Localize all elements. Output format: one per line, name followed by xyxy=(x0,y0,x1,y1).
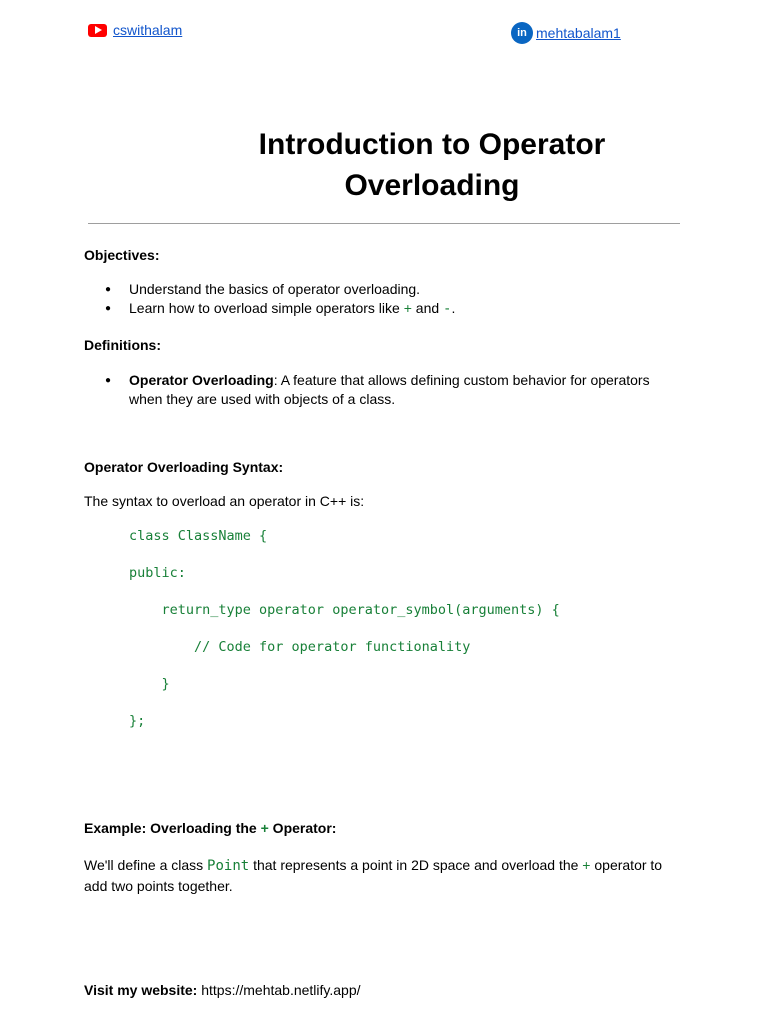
code-line: class ClassName { xyxy=(129,528,268,544)
footer-label: Visit my website: xyxy=(84,982,198,998)
code-line: }; xyxy=(129,713,146,729)
definitions-heading: Definitions: xyxy=(84,337,161,353)
website-footer xyxy=(84,980,361,1000)
title-divider xyxy=(88,223,680,224)
class-name-code: Point xyxy=(207,858,250,874)
code-line: } xyxy=(129,676,170,692)
list-item: ● Learn how to overload simple operators like + and -. xyxy=(84,299,684,319)
operator-plus: + xyxy=(403,300,412,316)
definition-term: Operator Overloading xyxy=(129,372,274,388)
operator-plus: + xyxy=(260,820,269,836)
definitions-list xyxy=(84,371,684,409)
youtube-link[interactable] xyxy=(88,22,182,38)
code-line: // Code for operator functionality xyxy=(129,639,471,655)
page-title: Introduction to Operator Overloading xyxy=(258,128,606,202)
list-item xyxy=(84,371,684,409)
example-text: We'll define a class Point that represents a point in 2D space and overload the + operator to add two points together. xyxy=(84,857,663,894)
syntax-intro: The syntax to overload an operator in C++ is: xyxy=(84,493,365,509)
youtube-icon xyxy=(88,24,107,37)
code-line: public: xyxy=(129,565,186,581)
linkedin-icon: in xyxy=(511,22,533,44)
operator-plus: + xyxy=(582,857,591,873)
objectives-list xyxy=(84,280,684,319)
objectives-heading: Objectives: xyxy=(84,247,160,263)
example-heading: Example: Overloading the + Operator: xyxy=(84,820,337,836)
footer-url: https://mehtab.netlify.app/ xyxy=(197,982,361,998)
syntax-heading: Operator Overloading Syntax: xyxy=(84,459,284,475)
operator-minus: - xyxy=(443,301,452,317)
youtube-handle-link[interactable]: cswithalam xyxy=(113,22,183,38)
linkedin-handle-link[interactable]: mehtabalam1 xyxy=(536,25,621,41)
definition-text: : A feature that allows defining custom behavior for operators when they are used with objects of a class. xyxy=(129,372,650,407)
list-item: ● Understand the basics of operator overloading. xyxy=(84,280,684,299)
code-line: return_type operator operator_symbol(arguments) { xyxy=(129,602,560,618)
linkedin-link[interactable] xyxy=(511,22,621,44)
